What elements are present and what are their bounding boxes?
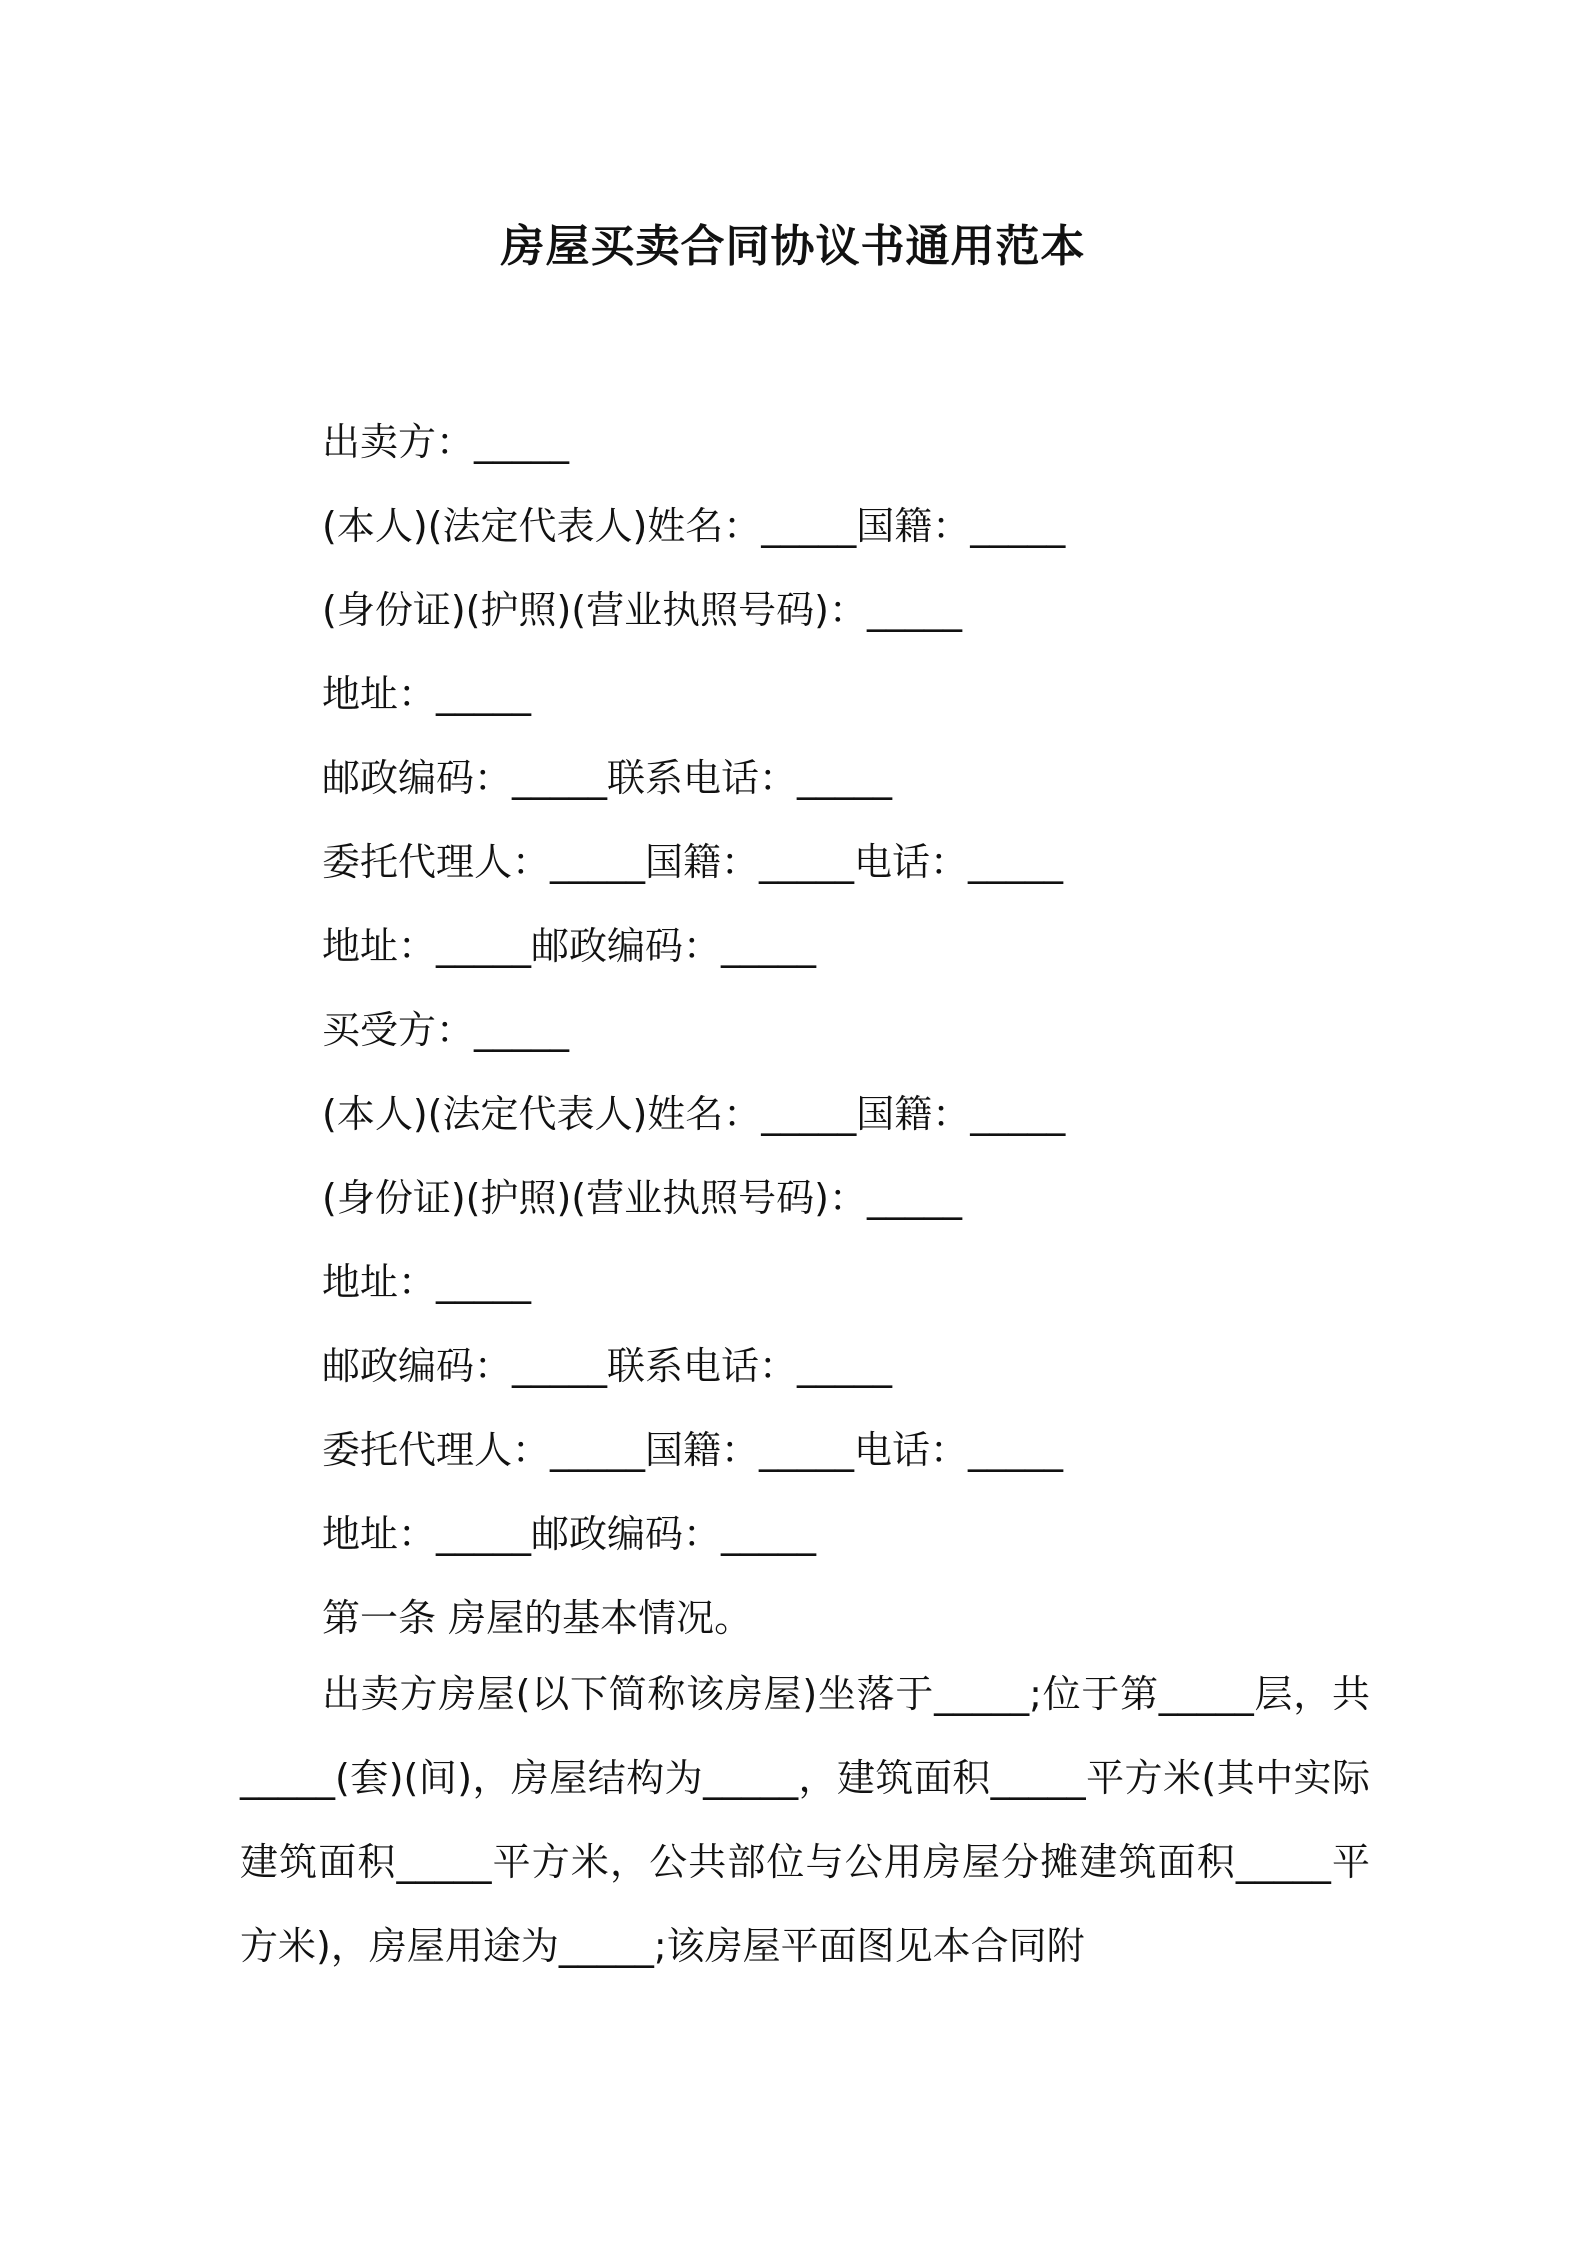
document-title: 房屋买卖合同协议书通用范本	[500, 221, 1086, 272]
buyer-agent-address-line: 地址：_____邮政编码：_____	[322, 1512, 817, 1556]
article-one-paragraph: 出卖方房屋(以下简称该房屋)坐落于_____;位于第_____层，共_____(套)(间)，房屋结构为_____，建筑面积_____平方米(其中实际建筑面积_____平方米，公共部位与公用房屋分摊建筑面积_____平方米)，房屋用途为_____;该房屋平面图见本合同附	[240, 1672, 1370, 1968]
seller-id-line: (身份证)(护照)(营业执照号码)：_____	[322, 588, 962, 632]
seller-address-line: 地址：_____	[322, 672, 532, 716]
seller-name-nationality-line: (本人)(法定代表人)姓名：_____国籍：_____	[322, 504, 1066, 548]
buyer-id-line: (身份证)(护照)(营业执照号码)：_____	[322, 1176, 962, 1220]
buyer-address-line: 地址：_____	[322, 1260, 532, 1304]
seller-postcode-phone-line: 邮政编码：_____联系电话：_____	[322, 756, 893, 800]
seller-line: 出卖方：_____	[322, 420, 570, 464]
buyer-name-nationality-line: (本人)(法定代表人)姓名：_____国籍：_____	[322, 1092, 1066, 1136]
buyer-postcode-phone-line: 邮政编码：_____联系电话：_____	[322, 1344, 893, 1388]
seller-agent-line: 委托代理人：_____国籍：_____电话：_____	[322, 840, 1064, 884]
article-one-heading: 第一条 房屋的基本情况。	[322, 1596, 753, 1640]
buyer-agent-line: 委托代理人：_____国籍：_____电话：_____	[322, 1428, 1064, 1472]
party-info-block	[322, 400, 1422, 1660]
seller-agent-address-line: 地址：_____邮政编码：_____	[322, 924, 817, 968]
buyer-line: 买受方：_____	[322, 1008, 570, 1052]
